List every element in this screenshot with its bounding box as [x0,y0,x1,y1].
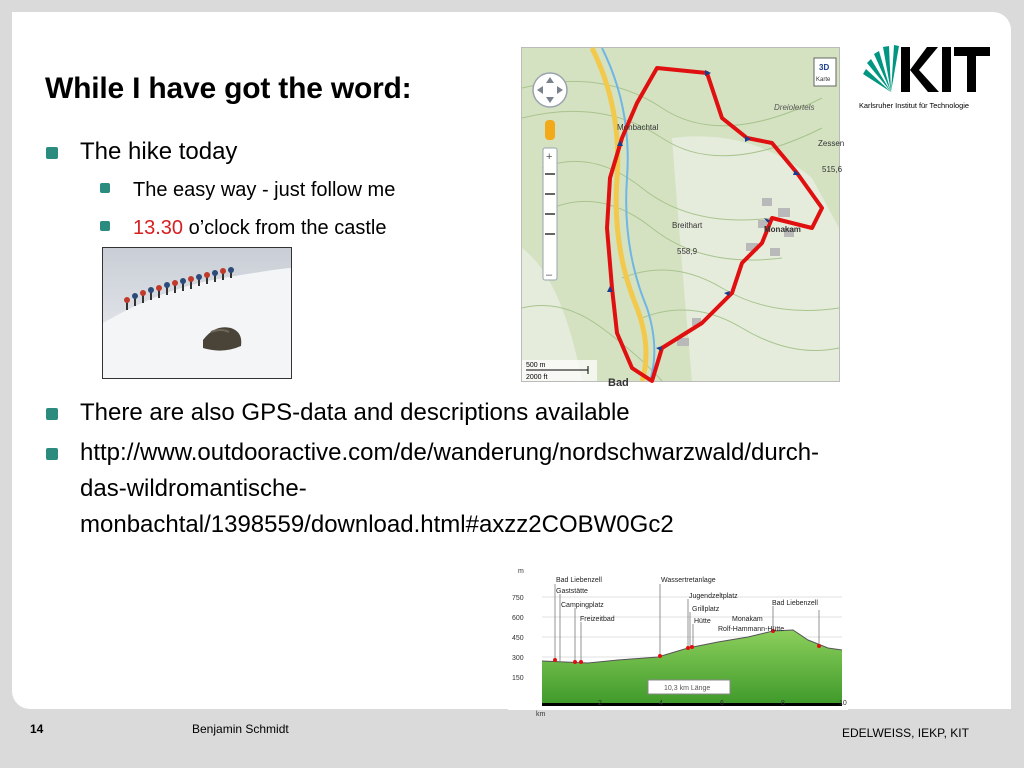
profile-x-axis [508,564,848,710]
profile-y-unit: m [518,568,524,575]
map-label: Monbachtal [617,123,659,132]
footer-author: Benjamin Schmidt [192,722,289,736]
profile-label: Rolf-Hammann-Hütte [718,626,785,633]
profile-y-tick: 450 [512,635,524,642]
svg-text:–: – [546,269,553,281]
slide-title: While I have got the word: [45,72,412,105]
bullet-marker [100,221,110,231]
profile-label: Monakam [732,616,763,623]
profile-x-tick: 4 [659,700,663,707]
bullet-easy-way: The easy way - just follow me [133,179,396,201]
meeting-time: 13.30 [133,217,184,239]
map-label: 515,6 [822,165,843,174]
hiking-photo [102,247,292,379]
kit-logo-mark [857,34,997,116]
map-label: Breithart [672,221,703,230]
bullet-time [133,217,386,240]
bullet-marker [46,408,58,420]
route-map[interactable] [521,47,845,389]
map-label: Dreiolertels [774,103,815,112]
page-number: 14 [30,722,44,736]
profile-y-tick: 300 [512,655,524,662]
url-line[interactable]: das-wildromantische- [80,475,307,502]
profile-length: 10,3 km Länge [664,685,711,692]
profile-x-tick: 6 [720,700,724,707]
bullet-marker [46,147,58,159]
bullet-hike-today: The hike today [80,138,238,165]
profile-label: Campingplatz [561,602,604,609]
map-scale: 500 m [526,362,546,369]
map-3d-badge: 3D [819,63,830,72]
map-karte-label: Karte [816,77,831,83]
profile-label: Hütte [694,618,711,625]
svg-text:+: + [546,151,553,163]
bullet-gps: There are also GPS-data and descriptions available [80,399,630,426]
profile-x-tick: 8 [781,700,785,707]
url-line[interactable]: http://www.outdooractive.com/de/wanderung/nordschwarzwald/durch- [80,439,820,466]
map-label: Zessen [818,139,845,148]
url-line[interactable]: monbachtal/1398559/download.html#axzz2COBW0Gc2 [80,511,674,538]
profile-label: Jugendzeltplatz [689,593,738,600]
slide [12,12,1011,718]
profile-label: Bad Liebenzell [556,577,602,584]
map-label: 558,9 [677,247,698,256]
footer-org: EDELWEISS, IEKP, KIT [842,726,969,740]
profile-x-tick: 10 [839,700,847,707]
profile-y-tick: 750 [512,595,524,602]
profile-x-unit: km [536,711,546,718]
profile-x-tick: 2 [598,700,602,707]
kit-subtitle: Karlsruher Institut für Technologie [859,101,969,110]
map-scale: 2000 ft [526,374,548,381]
profile-label: Freizeitbad [580,616,615,623]
profile-label: Wassertretanlage [661,577,716,584]
meeting-place: o’clock from the castle [183,217,387,239]
elevation-profile [508,564,848,718]
bullet-marker [46,448,58,460]
profile-label: Grillplatz [692,606,720,613]
bullet-marker [100,183,110,193]
map-label: Bad [608,377,629,389]
profile-label: Gaststätte [556,588,588,595]
profile-y-tick: 600 [512,615,524,622]
map-label: Monakam [764,225,801,234]
profile-label: Bad Liebenzell [772,600,818,607]
profile-y-tick: 150 [512,675,524,682]
kit-logo [857,34,997,116]
